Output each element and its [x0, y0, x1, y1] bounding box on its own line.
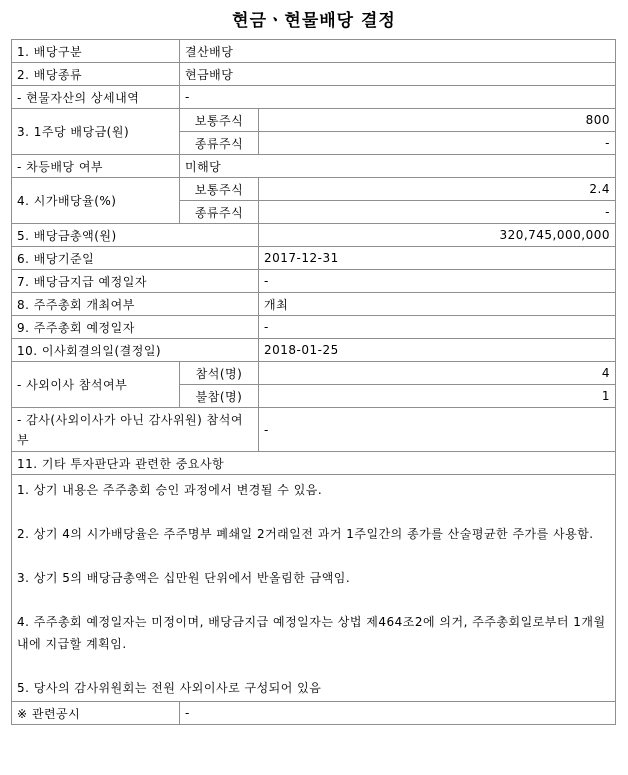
row-label: 2. 배당종류 [12, 63, 180, 86]
sub-label: 보통주식 [180, 178, 259, 201]
table-row [12, 224, 616, 247]
row-value: 320,745,000,000 [259, 224, 616, 247]
table-row [12, 362, 616, 385]
row-value: 2018-01-25 [259, 339, 616, 362]
table-row [12, 452, 616, 475]
notes-cell [12, 475, 616, 702]
table-row [12, 270, 616, 293]
table-row [12, 155, 616, 178]
row-label: - 현물자산의 상세내역 [12, 86, 180, 109]
row-value: - [180, 86, 616, 109]
note-item: 2. 상기 4의 시가배당율은 주주명부 폐쇄일 2거래일전 과거 1주일간의 종가를 산술평균한 주가를 사용함. [17, 527, 594, 541]
row-value: 개최 [259, 293, 616, 316]
note-item: 1. 상기 내용은 주주총회 승인 과정에서 변경될 수 있음. [17, 483, 323, 497]
table-row [12, 475, 616, 702]
row-value: - [259, 132, 616, 155]
row-label: - 사외이사 참석여부 [12, 362, 180, 408]
row-label: - 감사(사외이사가 아닌 감사위원) 참석여부 [12, 408, 259, 452]
sub-label: 보통주식 [180, 109, 259, 132]
table-row [12, 339, 616, 362]
row-label: ※ 관련공시 [12, 702, 180, 725]
sub-label: 종류주식 [180, 201, 259, 224]
note-item: 4. 주주총회 예정일자는 미정이며, 배당금지급 예정일자는 상법 제464조2에 의거, 주주총회일로부터 1개월 내에 지급할 계획임. [17, 615, 606, 651]
table-row [12, 408, 616, 452]
table-row [12, 86, 616, 109]
row-value: 1 [259, 385, 616, 408]
table-row [12, 702, 616, 725]
row-label: 7. 배당금지급 예정일자 [12, 270, 259, 293]
sub-label: 참석(명) [180, 362, 259, 385]
row-label: 10. 이사회결의일(결정일) [12, 339, 259, 362]
sub-label: 불참(명) [180, 385, 259, 408]
row-value: 결산배당 [180, 40, 616, 63]
note-item: 5. 당사의 감사위원회는 전원 사외이사로 구성되어 있음 [17, 681, 322, 695]
row-value: 800 [259, 109, 616, 132]
row-label: 9. 주주총회 예정일자 [12, 316, 259, 339]
note-item: 3. 상기 5의 배당금총액은 십만원 단위에서 반올림한 금액임. [17, 571, 351, 585]
row-value: - [180, 702, 616, 725]
row-value: 2.4 [259, 178, 616, 201]
row-label: 6. 배당기준일 [12, 247, 259, 270]
row-value: 현금배당 [180, 63, 616, 86]
row-value: 4 [259, 362, 616, 385]
row-label: 1. 배당구분 [12, 40, 180, 63]
row-value: 2017-12-31 [259, 247, 616, 270]
page-title: 현금ㆍ현물배당 결정 [232, 11, 396, 31]
table-row [12, 178, 616, 201]
table-row [12, 293, 616, 316]
table-row [12, 63, 616, 86]
row-label: 8. 주주총회 개최여부 [12, 293, 259, 316]
row-label: 4. 시가배당율(%) [12, 178, 180, 224]
row-label: 3. 1주당 배당금(원) [12, 109, 180, 155]
row-label: - 차등배당 여부 [12, 155, 180, 178]
row-value: - [259, 316, 616, 339]
row-value: - [259, 201, 616, 224]
table-row [12, 109, 616, 132]
table-row [12, 316, 616, 339]
section-header: 11. 기타 투자판단과 관련한 중요사항 [12, 452, 616, 475]
row-value: - [259, 408, 616, 452]
row-label: 5. 배당금총액(원) [12, 224, 259, 247]
disclosure-table [11, 39, 616, 725]
row-value: - [259, 270, 616, 293]
table-row [12, 40, 616, 63]
row-value: 미해당 [180, 155, 616, 178]
sub-label: 종류주식 [180, 132, 259, 155]
table-row [12, 247, 616, 270]
